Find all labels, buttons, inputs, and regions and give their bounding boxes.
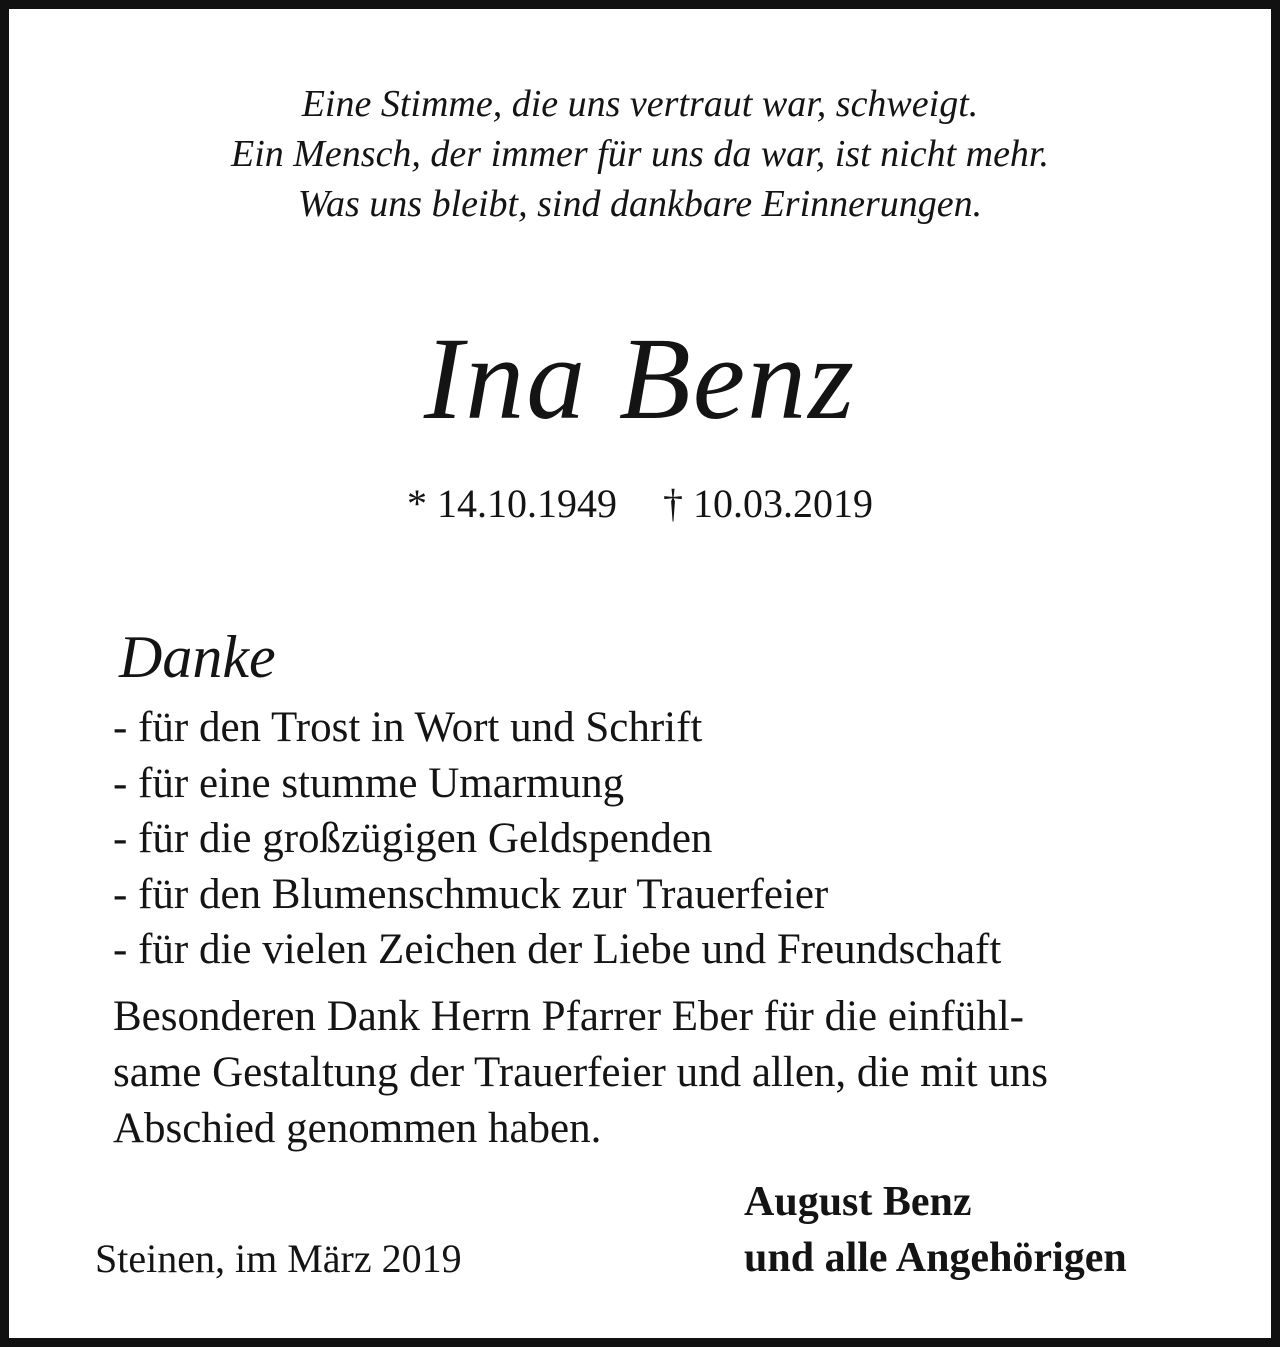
thanks-item: - für den Trost in Wort und Schrift (113, 704, 703, 751)
poem-line: Ein Mensch, der immer für uns da war, ist nicht mehr. (230, 133, 1050, 175)
thanks-list (113, 700, 1001, 978)
thanks-item: - für den Blumenschmuck zur Trauerfeier (113, 870, 829, 918)
memorial-poem (9, 79, 1271, 229)
death-date: † 10.03.2019 (663, 481, 873, 526)
deceased-name: Ina Benz (423, 313, 857, 444)
signature-line: und alle Angehörigen (744, 1235, 1127, 1281)
poem-line: Was uns bleibt, sind dankbare Erinnerungen. (297, 183, 983, 225)
special-thanks (113, 989, 1048, 1157)
life-dates (9, 479, 1271, 529)
birth-date: * 14.10.1949 (407, 481, 617, 526)
thanks-heading: Danke (119, 624, 276, 690)
signature (744, 1174, 1127, 1286)
special-thanks-line: same Gestaltung der Trauerfeier und allen, die mit uns (113, 1049, 1049, 1096)
thanks-item: - für eine stumme Umarmung (113, 759, 625, 807)
special-thanks-line: Besonderen Dank Herrn Pfarrer Eber für die einfühl- (113, 993, 1024, 1040)
special-thanks-line: Abschied genommen haben. (113, 1105, 602, 1152)
poem-line: Eine Stimme, die uns vertraut war, schweigt. (301, 83, 979, 125)
signature-line: August Benz (744, 1179, 972, 1225)
thanks-item: - für die vielen Zeichen der Liebe und Freundschaft (113, 926, 1002, 973)
place-and-date: Steinen, im März 2019 (95, 1236, 462, 1281)
thanks-item: - für die großzügigen Geldspenden (113, 815, 713, 862)
